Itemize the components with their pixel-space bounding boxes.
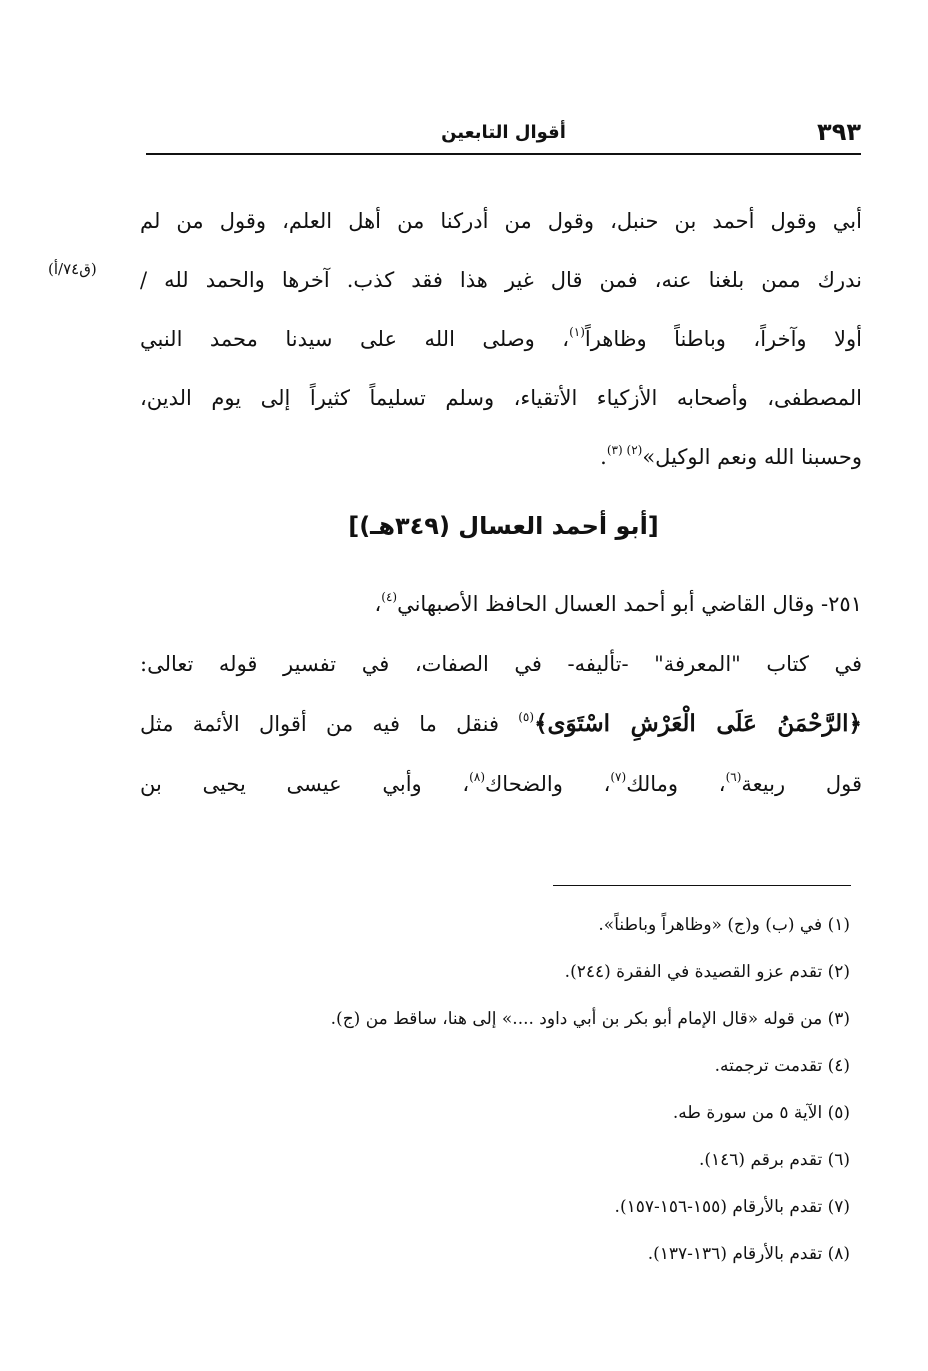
text-segment: ، ومالك — [626, 772, 726, 796]
quran-verse: ﴿الرَّحْمَنُ عَلَى الْعَرْشِ اسْتَوَى﴾ — [534, 710, 862, 737]
text-segment: وحسبنا الله ونعم الوكيل» — [642, 445, 862, 469]
text-segment: ، وأبي عيسى يحيى بن — [140, 772, 470, 796]
footnote-ref: (٦) — [725, 770, 742, 784]
text-segment: فنقل ما فيه من أقوال الأئمة مثل — [140, 712, 519, 736]
page-header — [146, 112, 861, 156]
text-segment: . — [600, 445, 607, 469]
header-rule — [146, 153, 861, 155]
text-segment: ٢٥١- وقال القاضي أبو أحمد العسال الحافظ الأصبهاني — [397, 592, 862, 616]
footnote-ref: (١) — [569, 325, 585, 339]
footnote-ref: (٧) — [610, 770, 627, 784]
footnote-8: (٨) تقدم بالأرقام (١٣٦-١٣٧). — [647, 1244, 850, 1264]
paragraph-1-line-3 — [140, 310, 862, 369]
text-segment: قول ربيعة — [741, 772, 862, 796]
paragraph-1 — [140, 192, 862, 487]
footnote-ref: (٤) — [381, 590, 398, 604]
footnotes — [146, 902, 850, 1278]
footnote-ref: (٢) (٣) — [606, 443, 643, 457]
paragraph-2-line-1 — [140, 574, 862, 634]
text-segment: ، — [374, 592, 382, 616]
paragraph-1-line-5 — [140, 428, 862, 487]
page-number: ٣٩٣ — [817, 118, 861, 146]
paragraph-1-line-1: أبي وقول أحمد بن حنبل، وقول من أدركنا من أهل العلم، وقول من لم — [140, 209, 862, 233]
footnote-ref: (٥) — [518, 710, 535, 724]
paragraph-2 — [140, 574, 862, 814]
footnote-rule — [553, 885, 851, 886]
paragraph-1-line-2: ندرك ممن بلغنا عنه، فمن قال غير هذا فقد كذب. آخرها والحمد لله / — [140, 268, 862, 292]
text-segment: ، والضحاك — [485, 772, 611, 796]
section-heading: [أبو أحمد العسال (٣٤٩هـ)] — [348, 512, 659, 540]
footnote-1: (١) في (ب) و(ج) «وظاهراً وباطناً». — [598, 915, 850, 935]
paragraph-1-line-4: المصطفى، وأصحابه الأزكياء الأتقياء، وسلم تسليماً كثيراً إلى يوم الدين، — [140, 386, 862, 410]
footnote-7: (٧) تقدم بالأرقام (١٥٥-١٥٦-١٥٧). — [614, 1197, 850, 1217]
paragraph-2-line-3 — [140, 694, 862, 754]
margin-note: (ق٧٤/أ) — [48, 260, 97, 278]
footnote-ref: (٨) — [469, 770, 485, 784]
paragraph-2-line-4 — [140, 754, 862, 814]
footnote-3: (٣) من قوله «قال الإمام أبو بكر بن أبي داود ....» إلى هنا، ساقط من (ج). — [330, 1009, 850, 1029]
footnote-5: (٥) الآية ٥ من سورة طه. — [672, 1103, 850, 1123]
running-title: أقوال التابعين — [441, 122, 566, 143]
footnote-4: (٤) تقدمت ترجمته. — [714, 1056, 850, 1076]
text-segment: ، وصلى الله على سيدنا محمد النبي — [140, 327, 570, 351]
text-segment: أولا وآخراً، وباطناً وظاهراً — [584, 327, 863, 351]
footnote-2: (٢) تقدم عزو القصيدة في الفقرة (٢٤٤). — [564, 962, 850, 982]
paragraph-2-line-2: في كتاب "المعرفة" -تأليفه- في الصفات، في تفسير قوله تعالى: — [140, 652, 862, 676]
footnote-6: (٦) تقدم برقم (١٤٦). — [698, 1150, 850, 1170]
